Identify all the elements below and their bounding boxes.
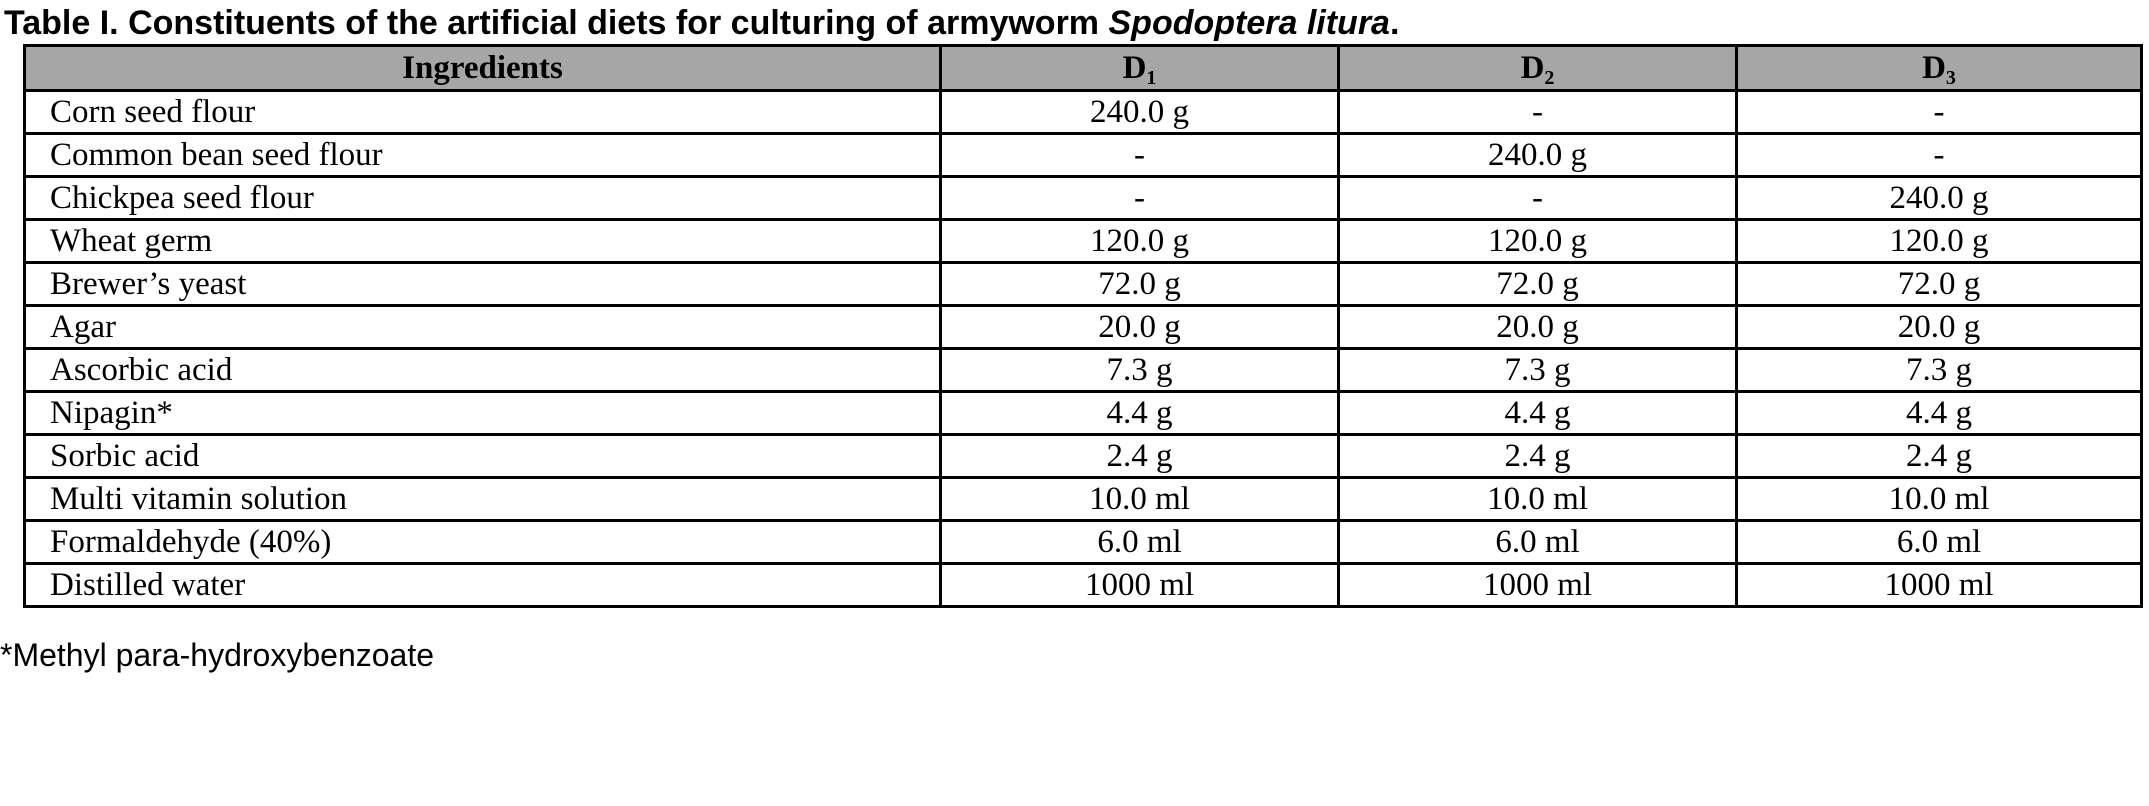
caption-species: Spodoptera litura bbox=[1108, 4, 1390, 42]
d1-cell: 6.0 ml bbox=[941, 521, 1339, 564]
d2-cell: 6.0 ml bbox=[1339, 521, 1737, 564]
ingredient-cell: Formaldehyde (40%) bbox=[25, 521, 941, 564]
ingredient-cell: Nipagin* bbox=[25, 392, 941, 435]
d1-cell: - bbox=[941, 177, 1339, 220]
d3-cell: - bbox=[1737, 91, 2142, 134]
d2-cell: 10.0 ml bbox=[1339, 478, 1737, 521]
header-d3: $D_3$ bbox=[1737, 46, 2142, 91]
table-footnote: *Methyl para-hydroxybenzoate bbox=[0, 637, 435, 673]
table-row bbox=[25, 91, 2142, 134]
table-row bbox=[25, 349, 2142, 392]
ingredient-cell: Ascorbic acid bbox=[25, 349, 941, 392]
caption-suffix: . bbox=[1389, 4, 1400, 42]
d3-cell: 240.0 g bbox=[1737, 177, 2142, 220]
diet-table bbox=[23, 44, 2143, 608]
d3-cell: 1000 ml bbox=[1737, 564, 2142, 607]
header-d2: $D_2$ bbox=[1339, 46, 1737, 91]
d3-cell: 72.0 g bbox=[1737, 263, 2142, 306]
d1-cell: 240.0 g bbox=[941, 91, 1339, 134]
d1-cell: - bbox=[941, 134, 1339, 177]
d2-cell: 120.0 g bbox=[1339, 220, 1737, 263]
ingredient-cell: Wheat germ bbox=[25, 220, 941, 263]
ingredient-cell: Common bean seed flour bbox=[25, 134, 941, 177]
header-ingredients: Ingredients bbox=[25, 46, 941, 91]
d3-cell: 4.4 g bbox=[1737, 392, 2142, 435]
d3-cell: - bbox=[1737, 134, 2142, 177]
ingredient-cell: Sorbic acid bbox=[25, 435, 941, 478]
caption-text: Table I. Constituents of the artificial diets for culturing of armyworm bbox=[4, 4, 1109, 42]
d2-cell: - bbox=[1339, 91, 1737, 134]
table-row bbox=[25, 134, 2142, 177]
table-row bbox=[25, 177, 2142, 220]
d1-cell: 4.4 g bbox=[941, 392, 1339, 435]
d2-cell: 1000 ml bbox=[1339, 564, 1737, 607]
d3-cell: 120.0 g bbox=[1737, 220, 2142, 263]
ingredient-cell: Multi vitamin solution bbox=[25, 478, 941, 521]
header-d1: $D_1$ bbox=[941, 46, 1339, 91]
ingredient-cell: Distilled water bbox=[25, 564, 941, 607]
table-row bbox=[25, 478, 2142, 521]
ingredient-cell: Chickpea seed flour bbox=[25, 177, 941, 220]
d2-cell: 7.3 g bbox=[1339, 349, 1737, 392]
ingredient-cell: Agar bbox=[25, 306, 941, 349]
table-row bbox=[25, 306, 2142, 349]
d3-cell: 10.0 ml bbox=[1737, 478, 2142, 521]
d3-cell: 2.4 g bbox=[1737, 435, 2142, 478]
d2-cell: - bbox=[1339, 177, 1737, 220]
d1-cell: 7.3 g bbox=[941, 349, 1339, 392]
d3-cell: 7.3 g bbox=[1737, 349, 2142, 392]
table-caption bbox=[4, 3, 1399, 43]
d3-cell: 6.0 ml bbox=[1737, 521, 2142, 564]
d1-cell: 10.0 ml bbox=[941, 478, 1339, 521]
table-row bbox=[25, 564, 2142, 607]
d1-cell: 20.0 g bbox=[941, 306, 1339, 349]
d3-cell: 20.0 g bbox=[1737, 306, 2142, 349]
d2-cell: 72.0 g bbox=[1339, 263, 1737, 306]
ingredient-cell: Brewer’s yeast bbox=[25, 263, 941, 306]
d1-cell: 2.4 g bbox=[941, 435, 1339, 478]
ingredient-cell: Corn seed flour bbox=[25, 91, 941, 134]
header-row bbox=[25, 46, 2142, 91]
d2-cell: 2.4 g bbox=[1339, 435, 1737, 478]
d2-cell: 240.0 g bbox=[1339, 134, 1737, 177]
table-row bbox=[25, 435, 2142, 478]
table-row bbox=[25, 392, 2142, 435]
table-row bbox=[25, 521, 2142, 564]
table-body bbox=[25, 91, 2142, 607]
d1-cell: 72.0 g bbox=[941, 263, 1339, 306]
table-row bbox=[25, 220, 2142, 263]
d1-cell: 120.0 g bbox=[941, 220, 1339, 263]
table-row bbox=[25, 263, 2142, 306]
d1-cell: 1000 ml bbox=[941, 564, 1339, 607]
d2-cell: 4.4 g bbox=[1339, 392, 1737, 435]
d2-cell: 20.0 g bbox=[1339, 306, 1737, 349]
